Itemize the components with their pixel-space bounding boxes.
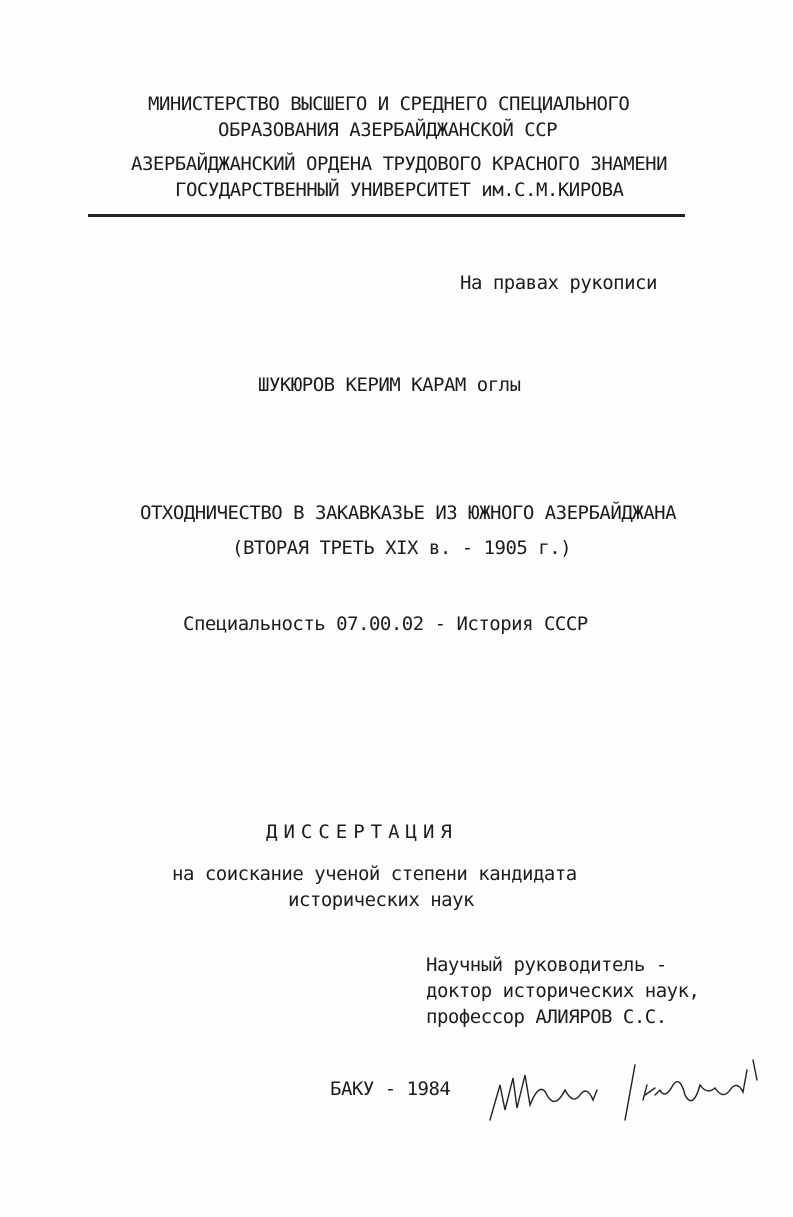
handwritten-signature (485, 1050, 785, 1130)
university-line-2: ГОСУДАРСТВЕННЫЙ УНИВЕРСИТЕТ им.С.М.КИРОВА (175, 179, 624, 201)
dissertation-heading: ДИССЕРТАЦИЯ (266, 821, 458, 843)
ministry-line-1: МИНИСТЕРСТВО ВЫСШЕГО И СРЕДНЕГО СПЕЦИАЛЬНОГО (148, 93, 630, 115)
title-line-1: ОТХОДНИЧЕСТВО В ЗАКАВКАЗЬЕ ИЗ ЮЖНОГО АЗЕРБАЙДЖАНА (140, 502, 677, 524)
author-name: ШУКЮРОВ КЕРИМ КАРАМ оглы (258, 374, 521, 396)
dissertation-line-2: исторических наук (288, 889, 474, 911)
title-line-2: (ВТОРАЯ ТРЕТЬ XIX в. - 1905 г.) (232, 537, 572, 559)
ministry-line-2: ОБРАЗОВАНИЯ АЗЕРБАЙДЖАНСКОЙ ССР (218, 119, 558, 141)
dissertation-line-1: на соискание ученой степени кандидата (172, 863, 577, 885)
place-year: БАКУ - 1984 (330, 1078, 451, 1100)
specialty: Специальность 07.00.02 - История СССР (183, 613, 588, 635)
header-divider (88, 214, 685, 217)
manuscript-note: На правах рукописи (460, 272, 657, 294)
supervisor-line-1: Научный руководитель - (426, 954, 667, 976)
supervisor-line-2: доктор исторических наук, (426, 980, 700, 1002)
university-line-1: АЗЕРБАЙДЖАНСКИЙ ОРДЕНА ТРУДОВОГО КРАСНОГО ЗНАМЕНИ (131, 153, 668, 175)
supervisor-line-3: профессор АЛИЯРОВ С.С. (426, 1006, 667, 1028)
